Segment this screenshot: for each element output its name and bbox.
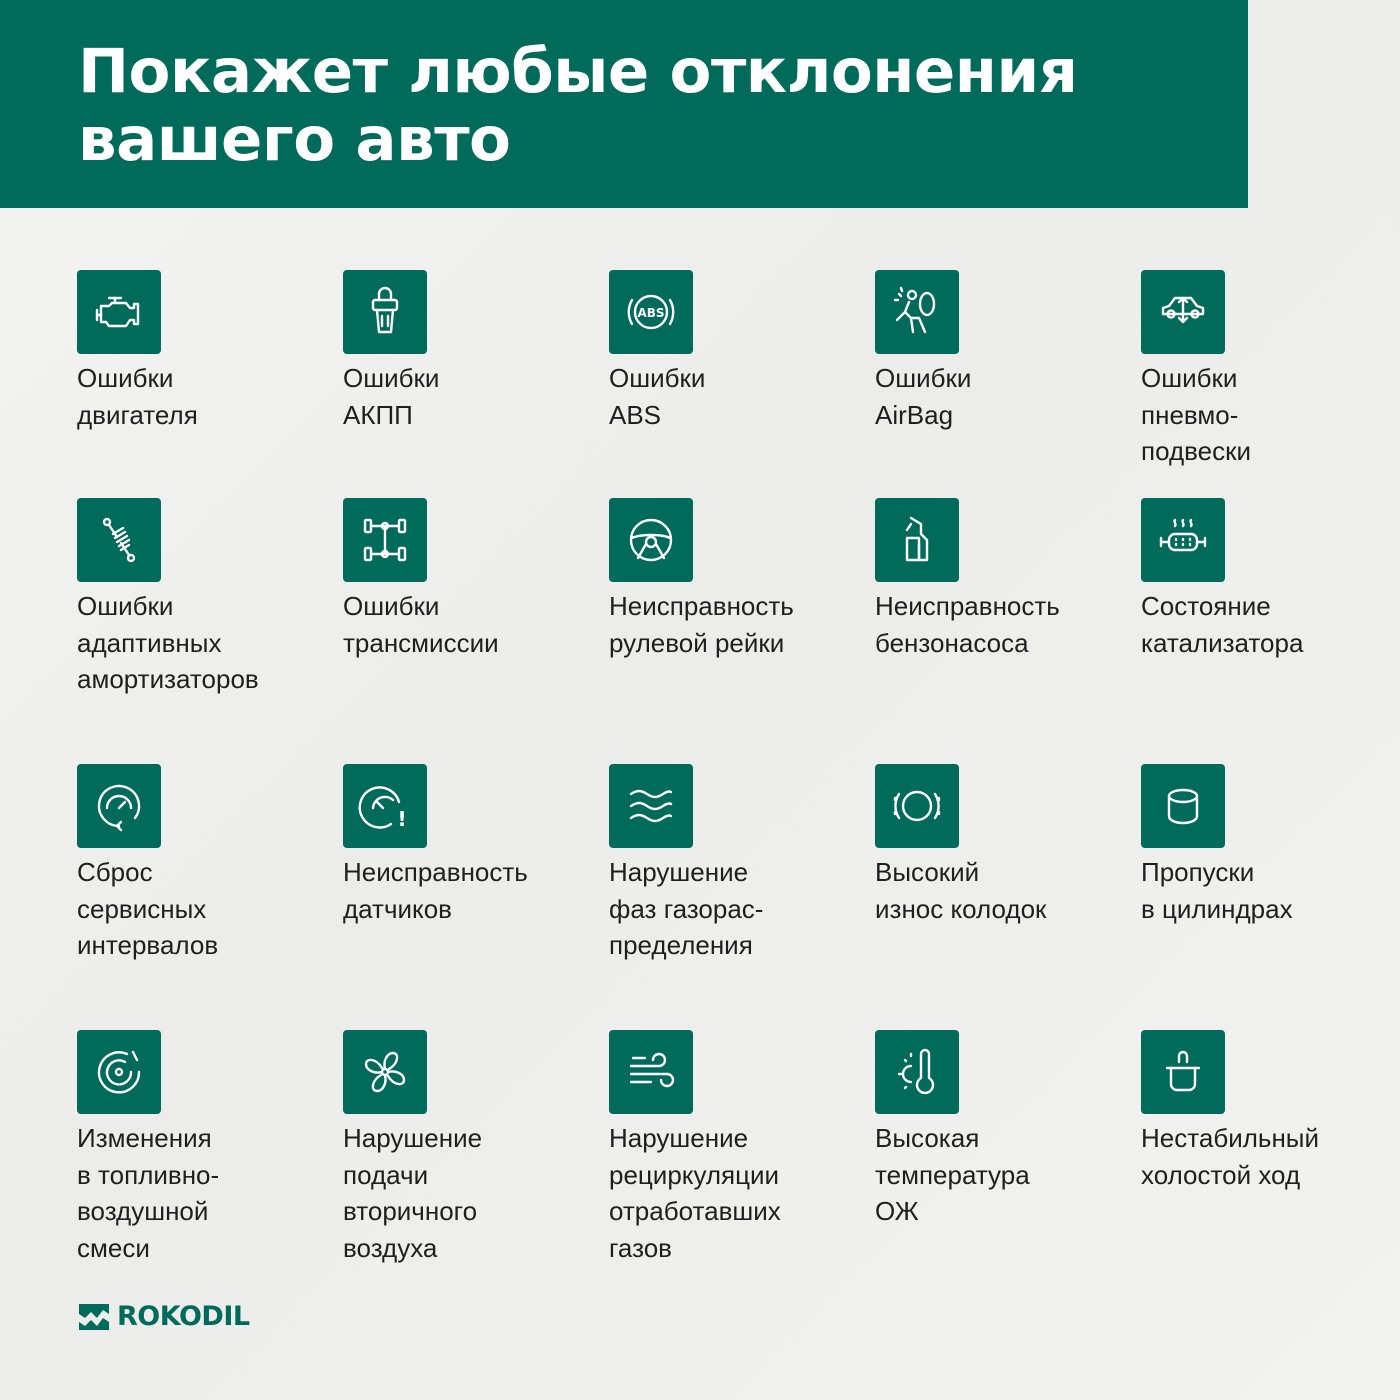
rokodil-logo-icon (77, 1300, 111, 1334)
brand-name: ROKODIL (117, 1301, 250, 1332)
label-line: износ колодок (875, 893, 1047, 924)
drivetrain-icon (343, 498, 427, 582)
label-line: адаптивных (77, 627, 222, 658)
label-line: датчиков (343, 893, 452, 924)
label-line: Нарушение (343, 1123, 483, 1153)
label-line: пределения (609, 930, 753, 960)
page-title (78, 38, 1077, 174)
feature-fuel-pump-fault (875, 498, 1135, 661)
label-line: Неисправность (875, 591, 1060, 621)
title-line-2: вашего авто (78, 104, 511, 175)
label-line: Ошибки (1141, 363, 1238, 393)
label-line: рулевой рейки (609, 627, 785, 658)
sensor-warning-icon (343, 764, 427, 848)
header-banner (0, 0, 1248, 208)
label-line: Пропуски (1141, 857, 1255, 887)
label-line: ОЖ (875, 1196, 919, 1226)
wind-icon (609, 1030, 693, 1114)
label-line: Ошибки (77, 591, 174, 621)
label-line: газов (609, 1232, 672, 1263)
label-line: Высокий (875, 857, 980, 887)
label-line: бензонасоса (875, 627, 1029, 658)
shock-absorber-icon (77, 498, 161, 582)
engine-icon (77, 270, 161, 354)
label-line: в топливно- (77, 1159, 220, 1190)
air-suspension-icon (1141, 270, 1225, 354)
label-line: трансмиссии (343, 627, 499, 658)
warning-mark: ! (397, 807, 407, 831)
coolant-temperature-icon (875, 1030, 959, 1114)
title-line-1: Покажет любые отклонения (78, 36, 1078, 107)
cylinder-icon (1141, 764, 1225, 848)
brand-logo (77, 1300, 250, 1334)
label-line: подачи (343, 1159, 429, 1190)
label-line: катализатора (1141, 627, 1304, 658)
feature-sensor-fault (343, 764, 603, 927)
label-line: АКПП (343, 399, 413, 430)
brake-pad-icon (875, 764, 959, 848)
feature-air-fuel-mixture (77, 1030, 337, 1266)
fan-icon (343, 1030, 427, 1114)
label-line: Ошибки (343, 591, 440, 621)
feature-service-reset (77, 764, 337, 964)
feature-cylinder-misfire (1141, 764, 1400, 927)
label-line: пневмо- (1141, 399, 1239, 430)
label-line: Неисправность (343, 857, 528, 887)
feature-valve-timing (609, 764, 869, 964)
feature-abs-errors (609, 270, 869, 433)
feature-akpp-errors (343, 270, 603, 433)
label-line: Нарушение (609, 857, 749, 887)
label-line: двигателя (77, 399, 198, 430)
fuel-pump-icon (875, 498, 959, 582)
feature-transmission-errors (343, 498, 603, 661)
feature-air-suspension-errors (1141, 270, 1400, 470)
label-line: подвески (1141, 436, 1252, 466)
label-line: воздушной (77, 1196, 209, 1226)
label-line: отработавших (609, 1196, 781, 1226)
label-line: сервисных (77, 893, 207, 924)
label-line: Ошибки (343, 363, 440, 393)
label-line: смеси (77, 1232, 150, 1263)
label-line: Нарушение (609, 1123, 749, 1153)
feature-brake-pad-wear (875, 764, 1135, 927)
label-line: Сброс (77, 857, 153, 887)
label-line: интервалов (77, 930, 219, 960)
label-line: воздуха (343, 1232, 438, 1263)
label-line: Изменения (77, 1123, 212, 1153)
label-line: Состояние (1141, 591, 1271, 621)
label-line: температура (875, 1159, 1030, 1190)
label-line: фаз газорас- (609, 893, 764, 924)
label-line: холостой ход (1141, 1159, 1301, 1190)
idle-icon (1141, 1030, 1225, 1114)
feature-coolant-temperature (875, 1030, 1135, 1230)
label-line: Высокая (875, 1123, 980, 1153)
feature-egr (609, 1030, 869, 1266)
feature-steering-rack-fault (609, 498, 869, 661)
air-fuel-mixture-icon (77, 1030, 161, 1114)
label-line: амортизаторов (77, 664, 259, 694)
label-line: AirBag (875, 399, 954, 430)
feature-secondary-air (343, 1030, 603, 1266)
feature-engine-errors (77, 270, 337, 433)
label-line: ABS (609, 399, 662, 430)
waves-icon (609, 764, 693, 848)
label-line: Ошибки (77, 363, 174, 393)
label-line: Ошибки (609, 363, 706, 393)
label-line: Ошибки (875, 363, 972, 393)
label-line: в цилиндрах (1141, 893, 1293, 924)
catalytic-converter-icon (1141, 498, 1225, 582)
abs-icon (609, 270, 693, 354)
feature-airbag-errors (875, 270, 1135, 433)
label-line: рециркуляции (609, 1159, 780, 1190)
feature-catalyst-state (1141, 498, 1400, 661)
abs-icon-text: ABS (637, 306, 665, 320)
label-line: Нестабильный (1141, 1123, 1320, 1153)
feature-unstable-idle (1141, 1030, 1400, 1193)
feature-adaptive-shock-errors (77, 498, 337, 698)
gear-shifter-icon (343, 270, 427, 354)
label-line: Неисправность (609, 591, 794, 621)
airbag-icon (875, 270, 959, 354)
steering-wheel-icon (609, 498, 693, 582)
label-line: вторичного (343, 1196, 478, 1226)
service-reset-icon (77, 764, 161, 848)
